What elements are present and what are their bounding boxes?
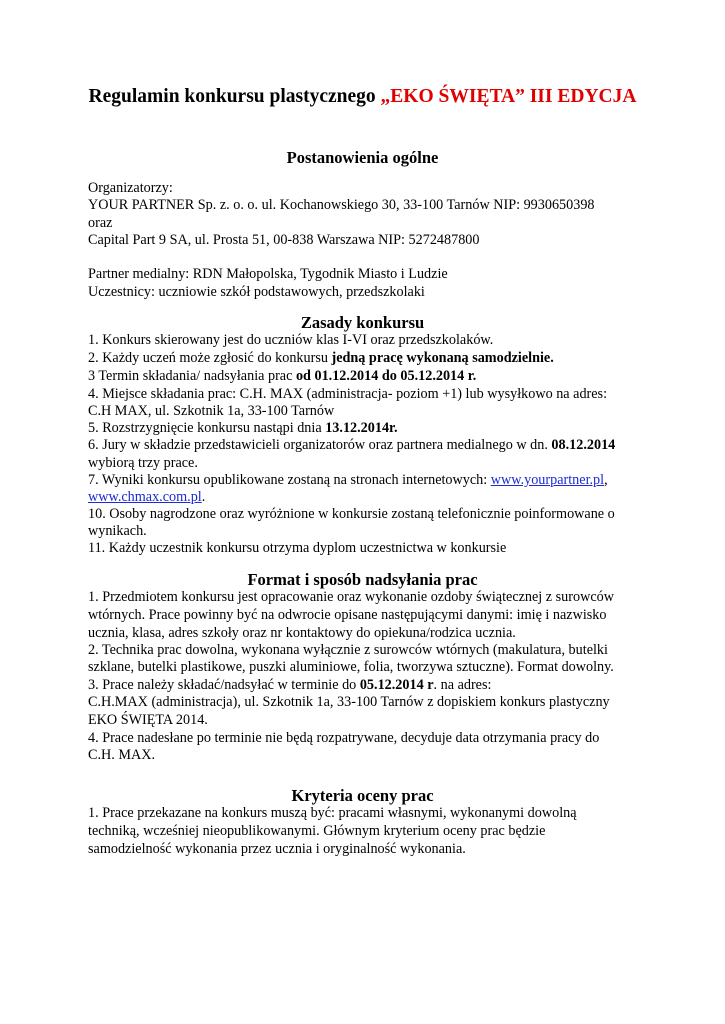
rule-7-comma: , [604,472,608,488]
rule-1: 1. Konkurs skierowany jest do uczniów klas I-VI oraz przedszkolaków. [88,332,494,348]
rule-4-line-2: C.H MAX, ul. Szkotnik 1a, 33-100 Tarnów [88,403,335,419]
rule-2-text: 2. Każdy uczeń może zgłosić do konkursu [88,350,332,366]
format-1-line-1: 1. Przedmiotem konkursu jest opracowanie oraz wykonanie ozdoby świątecznej z surowców [88,589,614,605]
format-3-line-3: EKO ŚWIĘTA 2014. [88,712,208,728]
media-partner: Partner medialny: RDN Małopolska, Tygodnik Miasto i Ludzie [88,266,448,282]
format-4-line-1: 4. Prace nadesłane po terminie nie będą rozpatrywane, decyduje data otrzymania pracy do [88,730,600,746]
organizer-1: YOUR PARTNER Sp. z. o. o. ul. Kochanowskiego 30, 33-100 Tarnów NIP: 9930650398 [88,197,595,213]
criteria-1-line-1: 1. Prace przekazane na konkurs muszą być: pracami własnymi, wykonanymi dowolną [88,805,577,821]
rule-7-text: 7. Wyniki konkursu opublikowane zostaną na stronach internetowych: [88,472,491,488]
heading-rules: Zasady konkursu [300,313,425,332]
rule-5-text: 5. Rozstrzygnięcie konkursu nastąpi dnia [88,420,326,436]
title-prefix: Regulamin konkursu plastycznego [88,86,381,107]
rule-11: 11. Każdy uczestnik konkursu otrzyma dyplom uczestnictwa w konkursie [88,540,507,556]
rule-7-dot: . [201,489,206,505]
format-2-line-1: 2. Technika prac dowolna, wykonana wyłącznie z surowców wtórnych (makulatura, butelki [88,642,608,658]
rule-7-line-1 [88,471,608,489]
rule-6-text: 6. Jury w składzie przedstawicieli organizatorów oraz partnera medialnego w dn. [88,437,552,453]
rule-6-bold: 08.12.2014 [551,437,616,453]
title-highlight: „EKO ŚWIĘTA” III EDYCJA [380,86,637,107]
rule-7-line-2 [88,488,205,506]
rule-5 [88,419,398,437]
rule-6-line-2: wybiorą trzy prace. [88,455,198,471]
organizers-label: Organizatorzy: [88,180,173,196]
heading-format: Format i sposób nadsyłania prac [247,570,478,589]
rule-3 [88,367,476,385]
organizer-2: Capital Part 9 SA, ul. Prosta 51, 00-838 Warszawa NIP: 5272487800 [88,232,480,248]
organizer-and: oraz [88,215,113,231]
chmax-link[interactable]: www.chmax.com.pl [88,489,202,505]
rule-3-text: 3 Termin składania/ nadsyłania prac [88,368,296,384]
rule-3-bold: od 01.12.2014 do 05.12.2014 r. [295,368,477,384]
format-3-line-2: C.H.MAX (administracja), ul. Szkotnik 1a, 33-100 Tarnów z dopiskiem konkurs plastyczny [88,694,610,710]
format-3-bold: 05.12.2014 r [359,677,434,693]
heading-general: Postanowienia ogólne [286,148,439,167]
format-4-line-2: C.H. MAX. [88,747,156,763]
rule-2-bold: jedną pracę wykonaną samodzielnie. [331,350,554,366]
format-1-line-3: ucznia, klasa, adres szkoły oraz nr kontaktowy do opiekuna/rodzica ucznia. [88,625,516,641]
format-3-text: 3. Prace należy składać/nadsyłać w terminie do [88,677,360,693]
document-title [0,86,725,108]
rule-5-bold: 13.12.2014r. [325,420,398,436]
format-1-line-2: wtórnych. Prace powinny być na odwrocie opisane następującymi danymi: imię i nazwisko [88,607,607,623]
rule-10-line-2: wynikach. [88,523,147,539]
criteria-1-line-3: samodzielność wykonania przez ucznia i oryginalność wykonania. [88,841,466,857]
participants: Uczestnicy: uczniowie szkół podstawowych, przedszkolaki [88,284,425,300]
format-3-line-1 [88,676,491,694]
rule-10-line-1: 10. Osoby nagrodzone oraz wyróżnione w konkursie zostaną telefonicznie poinformowane o [88,506,615,522]
rule-4-line-1: 4. Miejsce składania prac: C.H. MAX (administracja- poziom +1) lub wysyłkowo na adres: [88,386,608,402]
yourpartner-link[interactable]: www.yourpartner.pl [490,472,605,488]
rule-6-line-1 [88,436,615,454]
format-3-tail: . na adres: [433,677,492,693]
format-2-line-2: szklane, butelki plastikowe, puszki aluminiowe, folia, tworzywa sztuczne). Format dowolny. [88,659,614,675]
criteria-1-line-2: techniką, wcześniej nieopublikowanymi. Głównym kryterium oceny prac będzie [88,823,546,839]
rule-2 [88,349,554,367]
heading-criteria: Kryteria oceny prac [291,786,434,805]
